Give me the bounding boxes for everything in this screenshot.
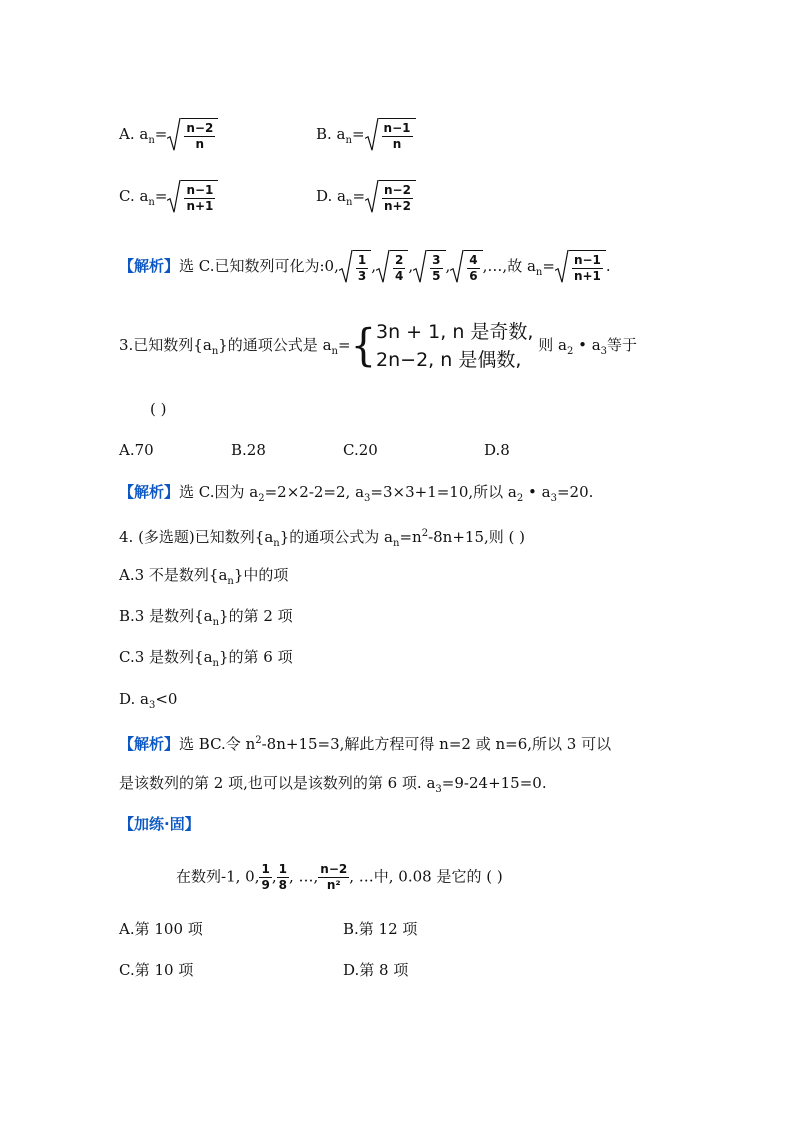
q4-option-c: C.3 是数列$\{a_n\}$的第 6 项 (119, 648, 293, 669)
analysis-tag: 【解析】 (119, 483, 180, 501)
q3-stem: 3.已知数列$\{a_n\}$的通项公式是 $a_n=${ 3n + 1, n 是奇数, 2n−2, n 是偶数, 则 $a_2$ • $a_3$等于 (119, 318, 637, 374)
left-brace-icon: { (350, 320, 377, 372)
q2-option-c: C. $a_n=$ $\frac{n-1}{n+1}$ (119, 180, 218, 214)
sqrt-c: $\frac{n-1}{n+1}$ (167, 180, 218, 214)
sqrt-d: $\frac{n-2}{n+2}$ (365, 180, 416, 214)
sqrt-a: $\frac{n-2}{n}$ (167, 118, 218, 152)
piecewise-cases: 3n + 1, n 是奇数, 2n−2, n 是偶数, (376, 321, 534, 371)
sqrt-b: $\frac{n-1}{n}$ (365, 118, 416, 152)
q4-option-a: A.3 不是数列$\{a_n\}$中的项 (119, 566, 289, 587)
q2-option-a: A. $a_n=$ $\frac{n-2}{n}$ (119, 118, 218, 152)
q4-option-d: D. $a_3<0$ (119, 690, 178, 711)
q2-option-d: D. $a_n=$ $\frac{n-2}{n+2}$ (316, 180, 416, 214)
practice-option-c: C.第 10 项 (119, 961, 194, 979)
q4-analysis-line1: 【解析】选 BC.令 $n^2-8n+15=3$,解此方程可得 n=2 或 n=6,所以 3 可以 (119, 735, 612, 753)
q4-option-b: B.3 是数列$\{a_n\}$的第 2 项 (119, 607, 293, 628)
q2-analysis: 【解析】选 C.已知数列可化为:0, $\frac{1}{3}$ , $\frac{2}{4}$ , $\frac{3}{5}$ , $\frac{4}{6}$ ,…,故 $a_n=$ $\frac{n-1}{n+1}$ . (119, 250, 611, 284)
q4-stem: 4. (多选题)已知数列$\{a_n\}$的通项公式为 $a_n=n^2-8n+15$,则 ( ) (119, 528, 525, 549)
practice-tag: 【加练·固】 (119, 815, 200, 833)
q3-option-a: A.70 (119, 441, 154, 459)
q2-option-b: B. $a_n=$ $\frac{n-1}{n}$ (316, 118, 416, 152)
q4-analysis-line2: 是该数列的第 2 项,也可以是该数列的第 6 项. $a_3=9-24+15=0$. (119, 774, 547, 795)
practice-option-d: D.第 8 项 (343, 961, 409, 979)
practice-option-a: A.第 100 项 (119, 920, 203, 938)
practice-stem: 在数列-1, 0, $\frac{1}{9}$ , $\frac{1}{8}$ , …, $\frac{n-2}{\text{n²}}$ , …中, 0.08 是它的 ( ) (176, 862, 503, 892)
q3-option-c: C.20 (343, 441, 378, 459)
q3-option-b: B.28 (231, 441, 266, 459)
analysis-tag: 【解析】 (119, 735, 180, 753)
q3-paren: ( ) (150, 400, 167, 418)
q3-analysis: 【解析】选 C.因为 $a_2=2\times 2-2=2$, $a_3=3\times 3+1=10$,所以 $a_2$ • $a_3=20$. (119, 483, 594, 504)
analysis-tag: 【解析】 (119, 257, 180, 275)
practice-option-b: B.第 12 项 (343, 920, 418, 938)
q3-option-d: D.8 (484, 441, 510, 459)
